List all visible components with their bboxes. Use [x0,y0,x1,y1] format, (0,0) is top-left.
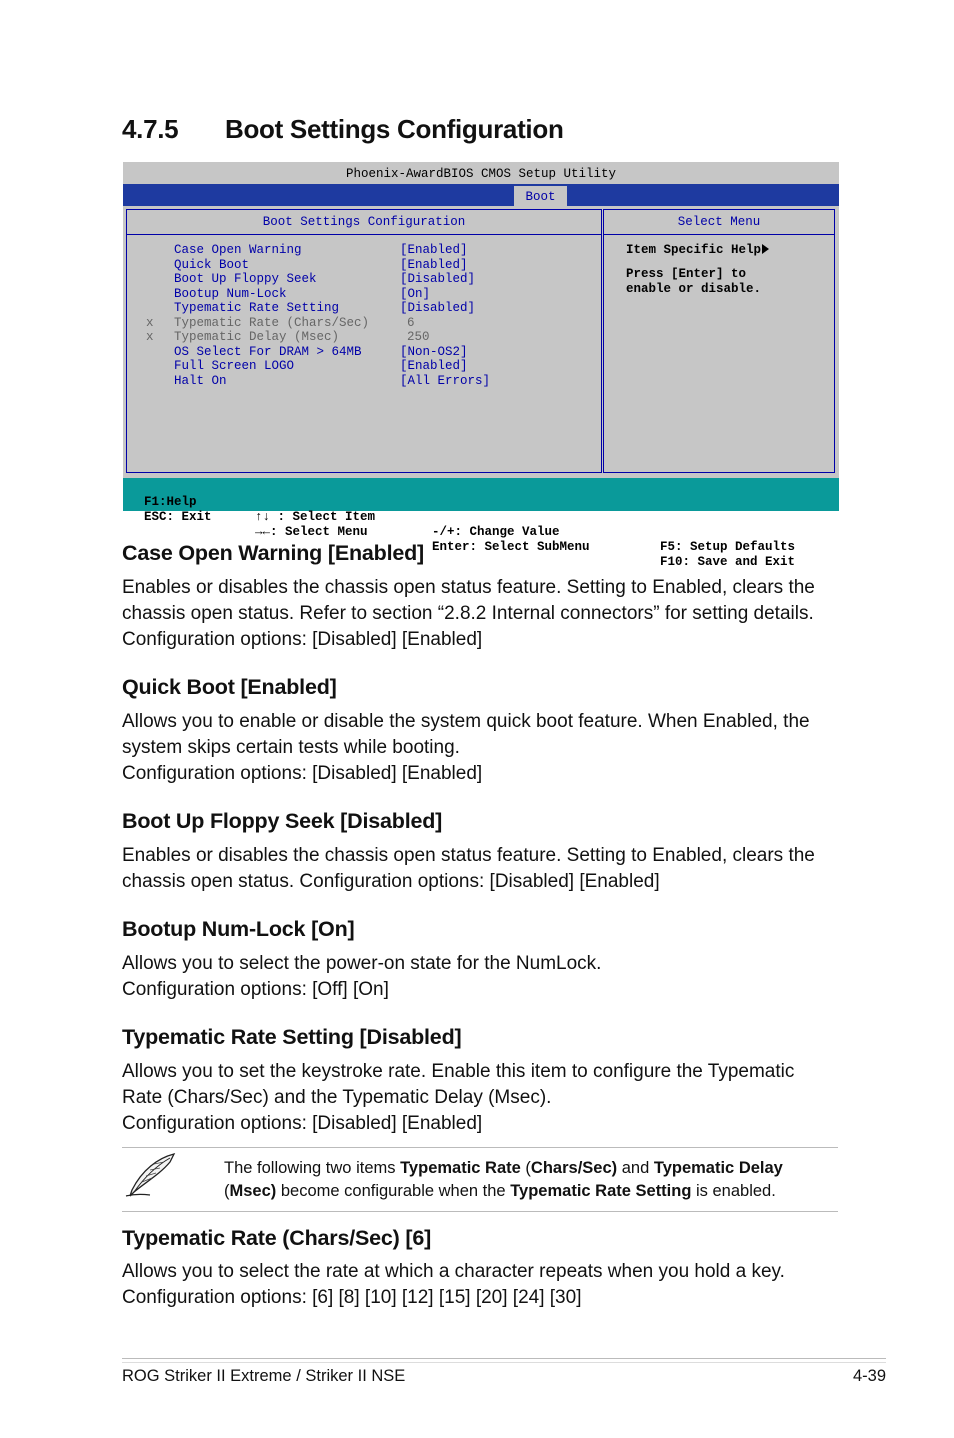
bios-title-bar: Phoenix-AwardBIOS CMOS Setup Utility [123,162,839,184]
help-line: enable or disable. [626,282,762,296]
para-typematic-rate-chars [122,1259,842,1311]
text-line: Allows you to enable or disable the system quick boot feature. When Enabled, the [122,711,810,732]
bios-item-label: Boot Up Floppy Seek [174,272,317,286]
text-line: Configuration options: [Disabled] [Enabled] [122,1113,483,1134]
bios-menu-item[interactable] [127,345,601,360]
key-change-value: -/+: Change Value [432,525,560,539]
bios-item-value: [All Errors] [400,373,491,388]
para-bootup-num-lock [122,951,842,1003]
key-select-submenu: Enter: Select SubMenu [432,540,590,554]
bios-menu-item[interactable] [127,272,601,287]
para-typematic-rate-setting [122,1059,842,1137]
bios-item-value: [Enabled] [400,359,468,373]
bios-item-label: Bootup Num-Lock [174,286,287,301]
text-line: chassis open status. Configuration options: [Disabled] [Enabled] [122,871,660,892]
heading-quick-boot: Quick Boot [Enabled] [122,675,337,699]
heading-case-open-warning: Case Open Warning [Enabled] [122,541,425,565]
bios-main [123,206,839,478]
help-line: Press [Enter] to [626,267,747,281]
disabled-marker: x [146,330,154,344]
note-box [122,1147,838,1212]
bios-menu-item[interactable] [127,301,601,316]
disabled-marker: x [146,315,154,330]
bios-tab-bar [123,184,839,206]
key-select-item: ↑↓ : Select Item [255,510,376,524]
bios-menu-item[interactable] [127,287,601,302]
bios-screen [123,162,839,569]
bios-menu-item [127,316,601,331]
section-number: 4.7.5 [122,114,179,144]
text-line: Configuration options: [Disabled] [Enabled] [122,763,483,784]
key-help: F1:Help [144,495,197,509]
bios-item-label: Halt On [174,373,227,388]
key-exit: ESC: Exit [144,510,212,524]
para-boot-up-floppy-seek [122,843,842,895]
heading-typematic-rate-setting: Typematic Rate Setting [Disabled] [122,1025,462,1049]
text-line: Configuration options: [Disabled] [Enabled] [122,629,483,650]
help-text [604,235,834,297]
bios-item-value: [Disabled] [400,272,476,286]
text-line: system skips certain tests while booting. [122,737,460,758]
key-select-menu: →←: Select Menu [255,525,368,539]
bios-menu-item[interactable] [127,359,601,374]
section-title-text: Boot Settings Configuration [225,114,564,144]
feather-pen-icon [124,1152,176,1198]
bios-help-panel [603,209,835,473]
bios-menu-item[interactable] [127,258,601,273]
heading-typematic-rate-chars: Typematic Rate (Chars/Sec) [6] [122,1226,432,1250]
text-line: Enables or disables the chassis open status feature. Setting to Enabled, clears the [122,577,815,598]
bios-item-value: 250 [407,330,430,344]
bios-item-label: Quick Boot [174,257,250,272]
key-save-exit: F10: Save and Exit [660,555,796,569]
bios-item-label: Case Open Warning [174,243,302,257]
text-line: Allows you to select the rate at which a character repeats when you hold a key. [122,1261,785,1282]
bios-item-label: Full Screen LOGO [174,359,295,373]
bios-menu-item[interactable] [127,374,601,389]
text-line: Allows you to set the keystroke rate. Enable this item to configure the Typematic [122,1061,795,1082]
bios-item-value: [Disabled] [400,301,476,315]
tab-boot[interactable]: Boot [514,186,567,206]
bios-menu-item [127,330,601,345]
settings-menu [127,243,601,388]
bios-menu-item[interactable] [127,243,601,258]
para-case-open-warning [122,575,842,653]
bios-item-value: [Enabled] [400,243,468,257]
settings-panel-title: Boot Settings Configuration [127,210,601,235]
bios-item-label: Typematic Rate Setting [174,301,340,315]
bios-item-value: [Enabled] [400,257,468,272]
text-line: Configuration options: [6] [8] [10] [12] [15] [20] [24] [30] [122,1287,582,1308]
section-title [122,114,564,145]
footer-product-name: ROG Striker II Extreme / Striker II NSE [122,1367,406,1385]
footer-page-number: 4-39 [852,1367,886,1385]
help-panel-title: Select Menu [604,210,834,235]
footer-divider [122,1358,886,1363]
note-text: The following two items Typematic Rate (Chars/Sec) and Typematic Delay (Msec) become configurable when the Typematic Rate Setting is enabled. [224,1159,783,1200]
heading-boot-up-floppy-seek: Boot Up Floppy Seek [Disabled] [122,809,443,833]
bios-item-value: 6 [407,315,415,330]
text-line: Allows you to select the power-on state for the NumLock. [122,953,602,974]
help-title: Item Specific Help [626,243,762,257]
text-line: Enables or disables the chassis open status feature. Setting to Enabled, clears the [122,845,815,866]
text-line: Rate (Chars/Sec) and the Typematic Delay (Msec). [122,1087,552,1108]
text-line: chassis open status. Refer to section “2.8.2 Internal connectors” for setting details. [122,603,814,624]
arrow-right-icon [762,244,769,254]
para-quick-boot [122,709,842,787]
bios-item-value: [Non-OS2] [400,344,468,359]
bios-item-label: OS Select For DRAM > 64MB [174,344,362,359]
heading-bootup-num-lock: Bootup Num-Lock [On] [122,917,355,941]
bios-settings-panel [126,209,602,473]
bios-item-value: [On] [400,286,431,301]
text-line: Configuration options: [Off] [On] [122,979,389,1000]
bios-item-label: Typematic Delay (Msec) [174,330,340,344]
bios-item-label: Typematic Rate (Chars/Sec) [174,315,370,330]
key-setup-defaults: F5: Setup Defaults [660,540,796,554]
